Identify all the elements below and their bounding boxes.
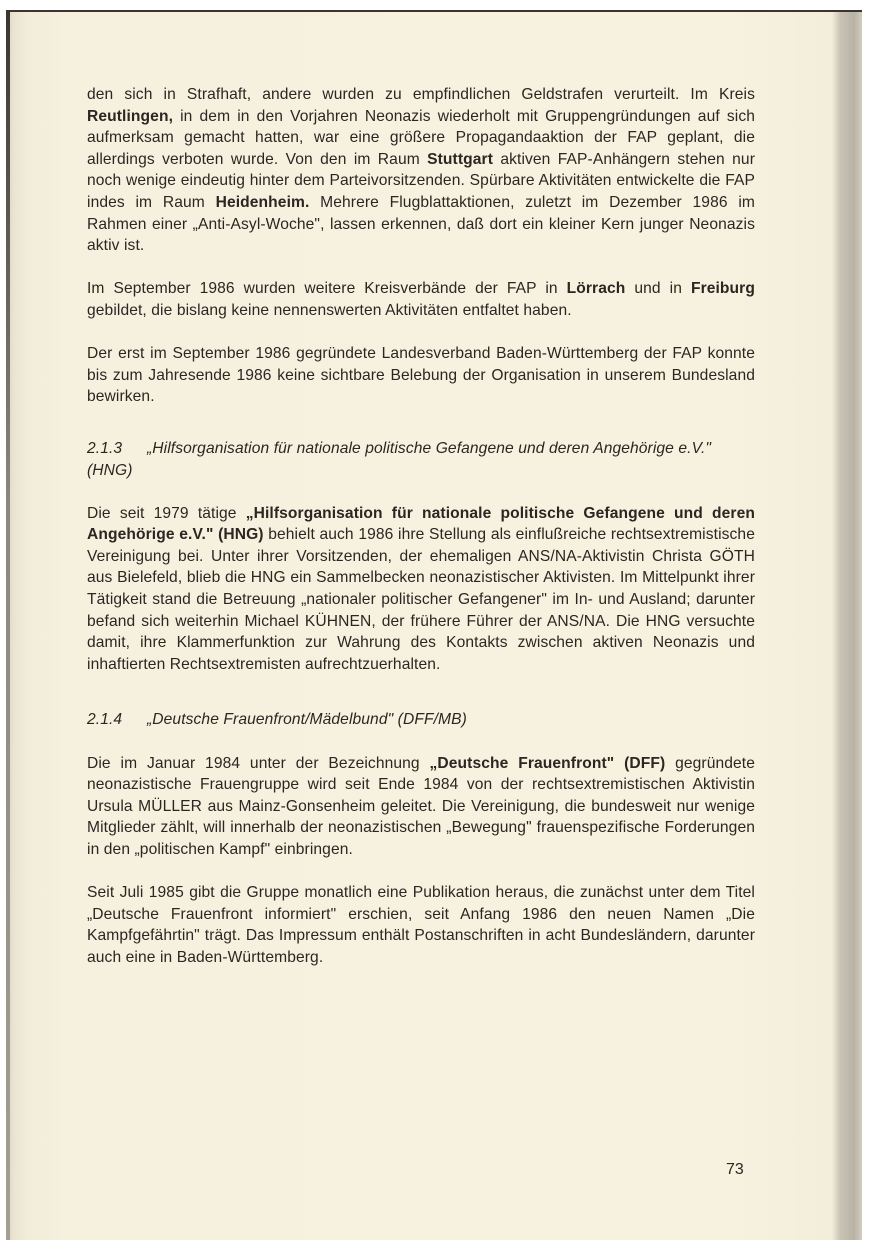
text-segment: gegründete neonazistische Frauengruppe wird seit Ende 1984 von der rechtsextremistischen Aktivistin Ursula MÜLLER aus Mainz-Gonsenheim geleitet. Die Vereinigung, die bundesweit nur wenige Mitglieder zählt, will innerhalb der neonazistischen „Bewegung" frauenspezifische Forderungen in den „politischen Kampf" einbringen. [87, 754, 756, 858]
section-number: 2.1.4 [87, 711, 123, 729]
bold-place-stuttgart: Stuttgart [427, 150, 494, 168]
text-segment: den sich in Strafhaft, andere wurden zu empfindlichen Geldstrafen verurteilt. Im Kreis [87, 86, 755, 103]
text-segment: und in [625, 280, 691, 298]
text-segment: gebildet, die bislang keine nennenswerten Aktivitäten entfaltet haben. [87, 301, 572, 319]
bold-org-dff: „Deutsche Frauenfront" (DFF) [429, 754, 666, 772]
bold-place-reutlingen: Reutlingen, [87, 107, 173, 125]
text-segment: in dem in den Vorjahren Neonazis wiederholt mit Gruppengründungen auf sich aufmerksam gemacht hatten, war eine größere Propagandaaktion der FAP geplant, die allerdings verboten wurde. Von den im Raum [87, 107, 755, 168]
text-segment: Im September 1986 wurden weitere Kreisverbände der FAP in [87, 280, 567, 298]
text-segment: Der erst im September 1986 gegründete Landesverband Baden-Württemberg der FAP konnte bis zum Jahresende 1986 keine sichtbare Belebung der Organisation in unserem Bundesland bewirken. [87, 345, 755, 406]
paragraph-hng [87, 503, 755, 676]
text-segment: Mehrere Flugblattaktionen, zuletzt im Dezember 1986 im Rahmen einer „Anti-Asyl-Woche", lassen erkennen, daß dort ein kleiner Kern junger Neonazis aktiv ist. [87, 193, 755, 255]
section-title: „Hilfsorganisation für nationale politische Gefangene und deren Angehörige e.V." (HNG) [87, 439, 712, 479]
paragraph-kreisverbaende [87, 278, 755, 321]
text-segment: Seit Juli 1985 gibt die Gruppe monatlich eine Publikation heraus, die zunächst unter dem Titel „Deutsche Frauenfront informiert" erschien, seit Anfang 1986 den neuen Namen „Die Kampfgefährtin" trägt. Das Impressum enthält Postanschriften in acht Bundesländern, darunter auch eine in Baden-Württemberg. [87, 884, 755, 966]
page-binding-edge [6, 12, 10, 1240]
paragraph-landesverband [87, 343, 755, 408]
section-number: 2.1.3 [87, 439, 123, 457]
bold-place-loerrach: Lörrach [566, 280, 626, 298]
section-heading-2-1-3 [87, 438, 755, 481]
paragraph-publikation [87, 882, 755, 968]
text-segment: aktiven FAP-Anhängern stehen nur noch wenige eindeutig hinter dem Parteivorsitzenden. Spürbare Aktivitäten entwickelte die FAP indes im Raum [87, 150, 755, 211]
page-number: 73 [726, 1161, 744, 1178]
section-heading-2-1-4 [87, 709, 755, 731]
bold-place-freiburg: Freiburg [690, 280, 755, 298]
text-segment: Die seit 1979 tätige [87, 504, 246, 522]
bold-place-heidenheim: Heidenheim. [215, 193, 310, 211]
text-segment: Die im Januar 1984 unter der Bezeichnung [87, 754, 430, 772]
bold-org-hng: „Hilfsorganisation für nationale politische Gefangene und deren Angehörige e.V." (HNG) [87, 504, 755, 544]
paragraph-dff [87, 753, 755, 861]
page-body [87, 84, 755, 990]
section-title: „Deutsche Frauenfront/Mädelbund" (DFF/MB) [147, 711, 467, 729]
paragraph-fap-regions [87, 84, 755, 257]
text-segment: behielt auch 1986 ihre Stellung als einflußreiche rechtsextremistische Vereinigung bei. Unter ihrer Vorsitzenden, der ehemaligen ANS/NA-Aktivistin Christa GÖTH aus Bielefeld, blieb die HNG ein Sammelbecken neonazistischer Aktivisten. Im Mittelpunkt ihrer Tätigkeit stand die Betreuung „nationaler politischer Gefangener" im In- und Ausland; darunter befand sich weiterhin Michael KÜHNEN, der frühere Führer der ANS/NA. Die HNG versuchte damit, ihre Klammerfunktion zur Wahrung des Kontakts zwischen aktiven Neonazis und inhaftierten Rechtsextremisten aufrechtzuerhalten. [87, 526, 755, 673]
